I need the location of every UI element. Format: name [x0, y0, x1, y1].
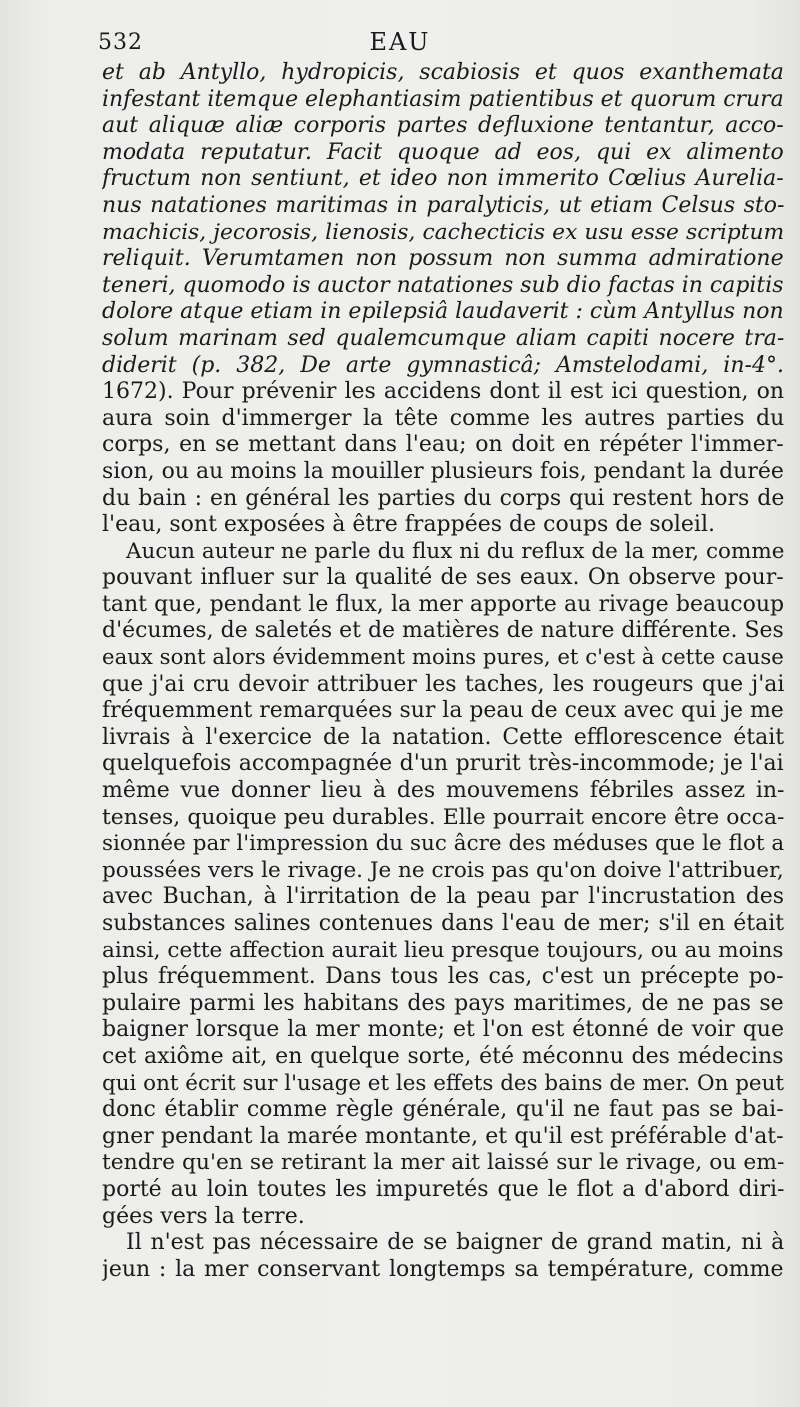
text-line: pulaire parmi les habitans des pays maritimes, de ne pas se — [102, 990, 784, 1016]
text-line: machicis, jecorosis, lienosis, cachecticis ex usu esse scriptum — [102, 219, 784, 245]
text-line: eaux sont alors évidemment moins pures, et c'est à cette cause — [102, 645, 784, 671]
text-line: l'eau, sont exposées à être frappées de coups de soleil. — [102, 512, 715, 538]
text-line: 1672). Pour prévenir les accidens dont il est ici question, on — [102, 379, 784, 405]
text-line: Aucun auteur ne parle du flux ni du reflux de la mer, comme — [126, 538, 784, 564]
body-text — [102, 60, 784, 1283]
text-line: reliquit. Verumtamen non possum non summa admiratione — [102, 246, 784, 272]
text-line: corps, en se mettant dans l'eau; on doit en répéter l'immer- — [102, 432, 784, 458]
text-line: cet axiôme ait, en quelque sorte, été méconnu des médecins — [102, 1043, 784, 1069]
text-line: et ab Antyllo, hydropicis, scabiosis et quos exanthemata — [102, 60, 784, 85]
text-line: tant que, pendant le flux, la mer apporte au rivage beaucoup — [102, 591, 784, 617]
text-line: Il n'est pas nécessaire de se baigner de grand matin, ni à — [126, 1230, 784, 1256]
text-line: nus natationes maritimas in paralyticis, ut etiam Celsus sto- — [102, 192, 784, 218]
text-line: aut aliquæ aliæ corporis partes defluxione tentantur, acco- — [102, 113, 784, 139]
text-line: fréquemment remarquées sur la peau de ceux avec qui je me — [102, 698, 784, 724]
text-line: fructum non sentiunt, et ideo non immerito Cœlius Aurelia- — [102, 166, 784, 192]
text-line: même vue donner lieu à des mouvemens fébriles assez in- — [102, 778, 784, 804]
page-number: 532 — [98, 30, 143, 55]
text-line: gées vers la terre. — [102, 1203, 305, 1229]
text-line: quelquefois accompagnée d'un prurit très-incommode; je l'ai — [102, 751, 784, 777]
text-line: d'écumes, de saletés et de matières de nature différente. Ses — [102, 618, 784, 644]
text-line: que j'ai cru devoir attribuer les taches, les rougeurs que j'ai — [102, 671, 784, 697]
text-line: pouvant influer sur la qualité de ses eaux. On observe pour- — [102, 565, 784, 591]
text-line: tenses, quoique peu durables. Elle pourrait encore être occa- — [102, 804, 784, 830]
text-line: du bain : en général les parties du corps qui restent hors de — [102, 485, 784, 511]
text-line: substances salines contenues dans l'eau de mer; s'il en était — [102, 911, 784, 936]
text-line: ainsi, cette affection aurait lieu presque toujours, ou au moins — [102, 937, 784, 963]
text-line: dolore atque etiam in epilepsiâ laudaverit : cùm Antyllus non — [102, 299, 784, 325]
text-line: porté au loin toutes les impuretés que le flot a d'abord diri- — [102, 1176, 784, 1202]
page-header — [0, 22, 800, 62]
text-line: baigner lorsque la mer monte; et l'on est étonné de voir que — [102, 1017, 784, 1043]
text-line: plus fréquemment. Dans tous les cas, c'est un précepte po- — [102, 964, 784, 990]
text-line: poussées vers le rivage. Je ne crois pas qu'on doive l'attribuer, — [102, 857, 784, 883]
text-line: sion, ou au moins la mouiller plusieurs fois, pendant la durée — [102, 458, 784, 484]
text-line: jeun : la mer conservant longtemps sa température, comme — [102, 1256, 784, 1282]
text-line: donc établir comme règle générale, qu'il ne faut pas se bai- — [102, 1097, 784, 1123]
text-line: sionnée par l'impression du suc âcre des méduses que le flot a — [102, 831, 784, 857]
running-head: EAU — [369, 28, 431, 56]
text-line: solum marinam sed qualemcumque aliam capiti nocere tra- — [102, 325, 784, 351]
text-line: gner pendant la marée montante, et qu'il est préférable d'at- — [102, 1123, 784, 1149]
text-line: aura soin d'immerger la tête comme les autres parties du — [102, 405, 784, 431]
text-line: livrais à l'exercice de la natation. Cette efflorescence était — [102, 724, 784, 750]
text-line: modata reputatur. Facit quoque ad eos, qui ex alimento — [102, 139, 784, 165]
text-line: avec Buchan, à l'irritation de la peau par l'incrustation des — [102, 884, 784, 910]
text-line: diderit (p. 382, De arte gymnasticâ; Amstelodami, in-4°. — [102, 352, 784, 378]
text-line: tendre qu'en se retirant la mer ait laissé sur le rivage, ou em- — [102, 1150, 784, 1176]
text-line: qui ont écrit sur l'usage et les effets des bains de mer. On peut — [102, 1070, 784, 1096]
text-line: teneri, quomodo is auctor natationes sub dio factas in capitis — [102, 272, 784, 298]
text-line: infestant itemque elephantiasim patientibus et quorum crura — [102, 86, 784, 112]
